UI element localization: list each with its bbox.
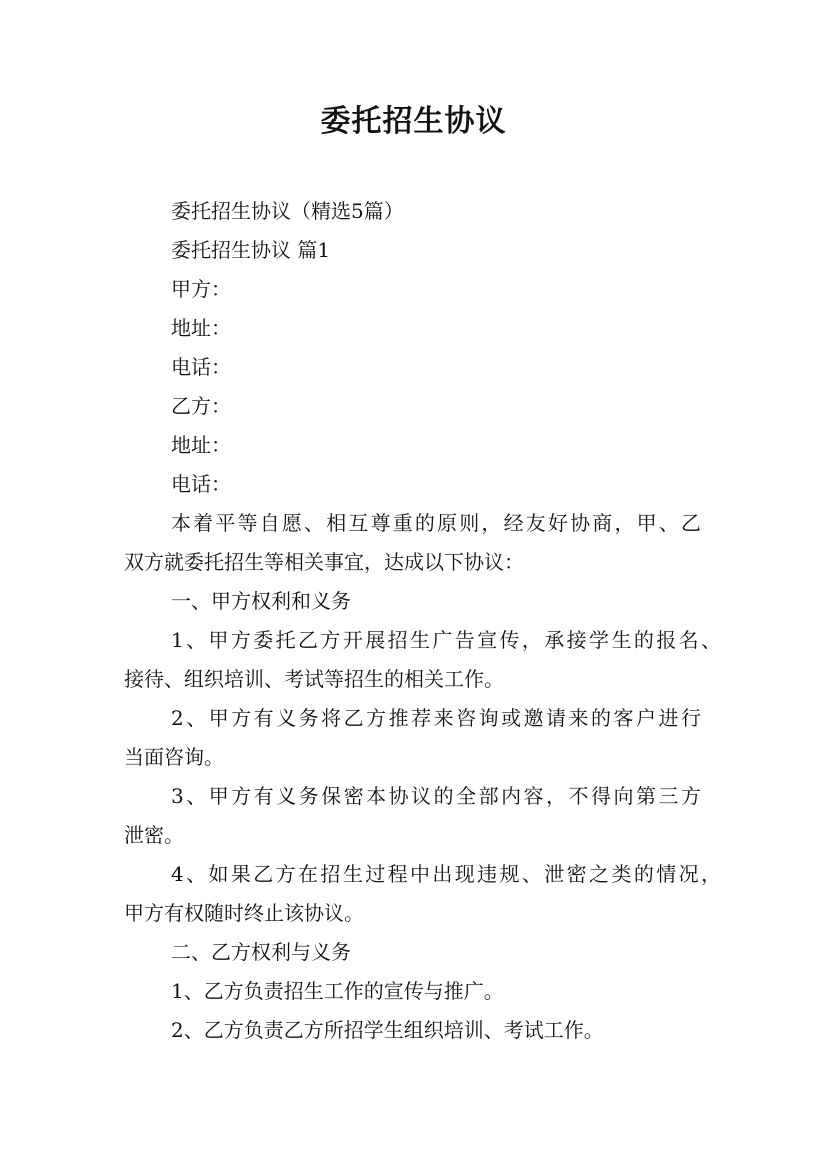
party-b-address-label: 地址： (171, 433, 231, 457)
part1-heading: 一、甲方权利和义务 (171, 589, 351, 613)
section-heading: 委托招生协议 篇1 (171, 238, 331, 262)
part1-item-3-line-1: 3、甲方有义务保密本协议的全部内容，不得向第三方 (171, 784, 701, 808)
part1-item-1-line-2: 接待、组织培训、考试等招生的相关工作。 (124, 667, 504, 691)
part1-item-4-line-2: 甲方有权随时终止该协议。 (124, 901, 364, 925)
part1-item-2-line-2: 当面咨询。 (124, 745, 224, 769)
document-title: 委托招生协议 (320, 104, 507, 139)
party-b-phone-label: 电话： (171, 472, 231, 496)
intro-paragraph-line-2: 双方就委托招生等相关事宜，达成以下协议： (124, 550, 524, 574)
party-b-label: 乙方： (171, 394, 231, 418)
part2-item-2: 2、乙方负责乙方所招学生组织培训、考试工作。 (171, 1018, 604, 1042)
party-a-phone-label: 电话： (171, 355, 231, 379)
document-subtitle: 委托招生协议（精选5篇） (171, 199, 404, 223)
part2-heading: 二、乙方权利与义务 (171, 940, 351, 964)
part1-item-3-line-2: 泄密。 (124, 823, 184, 847)
party-a-label: 甲方： (171, 277, 231, 301)
intro-paragraph-line-1: 本着平等自愿、相互尊重的原则，经友好协商，甲、乙 (171, 511, 701, 535)
part2-item-1: 1、乙方负责招生工作的宣传与推广。 (171, 979, 504, 1003)
part1-item-1-line-1: 1、甲方委托乙方开展招生广告宣传，承接学生的报名、 (171, 628, 721, 652)
party-a-address-label: 地址： (171, 316, 231, 340)
part1-item-4-line-1: 4、如果乙方在招生过程中出现违规、泄密之类的情况， (171, 862, 721, 886)
part1-item-2-line-1: 2、甲方有义务将乙方推荐来咨询或邀请来的客户进行 (171, 706, 701, 730)
